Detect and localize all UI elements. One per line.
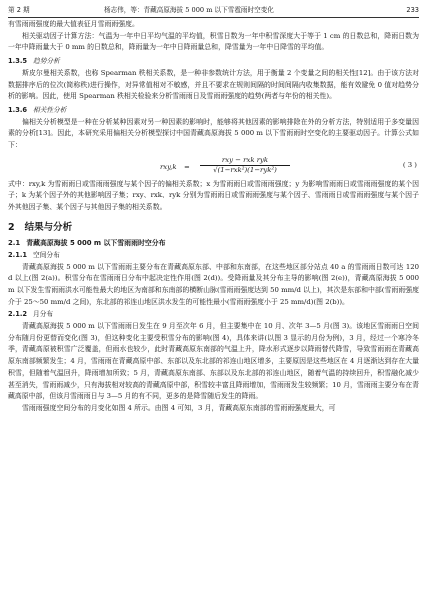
running-header xyxy=(8,3,419,18)
section-title: 青藏高原海拔 5 000 m 以下雪雨雨时空分布 xyxy=(26,238,166,247)
section-title: 相关性分析 xyxy=(33,105,67,114)
paragraph-spatial-distribution: 青藏高原海拔 5 000 m 以下雪雨雨主要分布在青藏高原东部、中部和东南部，在这些地区部分站点 40 a 的雪雨雨日数可达 120 d 以上(图 2(a))。积雪分布在雪雨雨日分布中起决定性作用(图 2(d))。受降雨量及其分布主导的影响(图 2(e))，青藏高原海拔 5 000 m 以下发生雪雨雨洪水可能性最大的地区为南部和东南部的横断山脉(雪雨雨强度达到 50 mm/d 以上)，其次是东部和中部(雪雨雨强度介于 25～50 mm/d 之间)，东北部的祁连山地区洪水发生的可能性最小(雪雨雨强度小于 25 mm/d)(图 2(b))。 xyxy=(8,262,419,306)
section-number: 2.1 xyxy=(8,238,21,247)
paragraph-formula-explanation: 式中：rxy,k 为雪雨雨日或雪雨雨强度与某个因子的偏相关系数；x 为雪雨雨日或雪雨雨强度；y 为影响雪雨雨日或雪雨雨强度的某个因子；k 为某个因子外的其他影响因子集；rxy、rxk、ryk 分别为雪雨雨日或雪雨雨强度与某个因子、雪雨雨日或雪雨雨强度与某个因子外其他因子集、某个因子与其他因子集的相关系数。 xyxy=(8,179,419,212)
section-heading-spatial-distribution xyxy=(8,250,419,262)
formula-denominator: √(1−rxk²)(1−ryk²) xyxy=(213,165,277,174)
paragraph-intensity-definition: 有雪雨雨强度的最大值表征月雪雨雨强度。 xyxy=(8,20,139,28)
section-heading-correlation-analysis xyxy=(8,105,419,117)
section-number: 2.1.1 xyxy=(8,250,28,259)
section-number: 2.1.2 xyxy=(8,310,28,319)
section-heading-spatiotemporal xyxy=(8,237,419,249)
issue-label: 第 2 期 xyxy=(8,6,30,14)
section-number: 1.3.6 xyxy=(8,105,28,114)
formula-numerator: rxy − rxk ryk xyxy=(200,156,290,166)
section-title: 空间分布 xyxy=(33,250,60,259)
article-body xyxy=(8,19,419,415)
paragraph-monthly-distribution: 青藏高原海拔 5 000 m 以下雪雨雨日发生在 9 月至次年 6 月，但主要集中在 10 月、次年 3—5 月(图 3)。该地区雪雨雨日空间分布随月份更替而变化(图 3)，但这种变化主要受积雪分布的影响(图 4)，具体来讲(以图 3 显示的月份为例)，3 月，经过一个寒冷冬季，青藏高原被积雪广泛覆盖，但雨水也较少，此时青藏高原东南部的气温上升，降水形式逐步以降雨替代降雪，导致雪雨雨在青藏高原东南部频繁发生；4 月，雪雨雨在青藏高原中部、东部以及东北部的祁连山地区增多，主要原因是这些地区在 4 月逐渐达到存在大量积雪，但随着气温回升，降雨增加所致；5 月，青藏高原东南部、东部以及东北部的祁连山地区，随着气温的持续回升，积雪融化减少甚至消失，雪雨雨减少，只有海拔相对较高的青藏高原中部，积雪较丰富且降雨增加，雪雨雨发生较频繁；10 月，雪雨雨主要分布在青藏高原中部，但该月雪雨雨日与 3—5 月的有不同，更多的是降雪随后发生的降雨。 xyxy=(8,322,419,401)
section-title: 结果与分析 xyxy=(24,221,73,233)
paragraph-driving-factors: 相关驱动因子计算方法：气温为一年中日平均气温的平均值，积雪日数为一年中积雪深度大于等于 1 cm 的日数总和，降雨日数为一年中降雨量大于 0 mm 的日数总和，降雨量为一年中日降雨量总和，降雪量为一年中日降雪的平均值。 xyxy=(8,31,419,52)
formula-equals: = xyxy=(184,162,190,171)
paragraph-spearman: 斯皮尔曼相关系数，也称 Spearman 秩相关系数，是一种非参数统计方法，用于衡量 2 个变量之间的相关性[12]。由于该方法对数据排序后的位次(简称秩)进行操作，对异常值相对不敏感，并且不要求在规则间隔的时间间隔内收集数据，能有效避免 0 值对趋势分析的影响。因此，使用 Spearman 秩相关检验来分析雪雨雨日及雪雨雨强度的趋势(两者与年份的相关性)。 xyxy=(8,68,419,101)
section-number: 1.3.5 xyxy=(8,57,28,66)
formula-lhs: rxy,k xyxy=(160,162,177,171)
paragraph-intensity-monthly: 雪雨雨强度空间分布的月变化如图 4 所示。由图 4 可知，3 月，青藏高原东南部的雪雨雨强度最大，可 xyxy=(22,403,336,412)
section-heading-trend-analysis xyxy=(8,56,419,68)
running-head-title: 杨志伟，等：青藏高原海拔 5 000 m 以下雪雹雨时空变化 xyxy=(104,6,274,14)
equation-number: ( 3 ) xyxy=(402,160,417,169)
page-number: 233 xyxy=(406,6,419,14)
section-heading-monthly-distribution xyxy=(8,309,419,321)
paragraph-partial-correlation: 偏相关分析模型是一种在分析某种因素对另一种因素的影响时，能够将其他因素的影响排除在外的分析方法，特别适用于多变量因素的分析[13]。因此，本研究采用偏相关分析模型探讨中国青藏高原海拔 5 000 m 以下雪雨雨时空变化的主要驱动因子。计算公式如下： xyxy=(8,117,419,150)
section-number: 2 xyxy=(8,221,15,233)
section-title: 月分布 xyxy=(33,310,54,319)
section-heading-results xyxy=(8,220,419,235)
equation-3 xyxy=(8,153,419,177)
section-title: 趋势分析 xyxy=(33,57,60,66)
